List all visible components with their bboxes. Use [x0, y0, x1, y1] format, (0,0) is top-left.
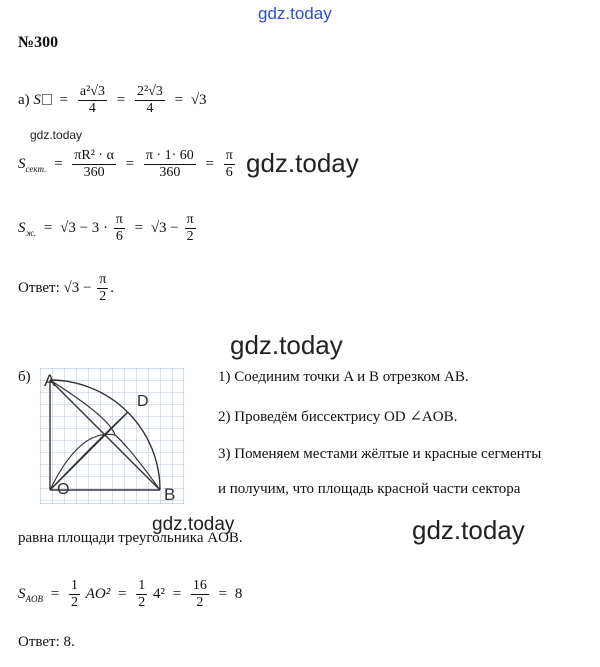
- subscript: AOB: [25, 593, 43, 604]
- denominator: 6: [225, 165, 233, 180]
- part-b-label: б): [18, 369, 31, 385]
- expression: 4²: [152, 585, 165, 602]
- equals-sign: =: [218, 585, 228, 602]
- fraction: [191, 578, 209, 611]
- denominator: 2: [196, 595, 204, 610]
- equals-sign: =: [50, 585, 60, 602]
- numerator: π: [225, 148, 233, 163]
- fraction: [72, 148, 116, 181]
- numerator: π: [115, 212, 123, 227]
- fraction: [185, 212, 196, 245]
- answer-label: Ответ:: [18, 279, 60, 296]
- equals-sign: =: [134, 219, 144, 236]
- numerator: 2²√3: [136, 84, 163, 99]
- watermark-large-2: gdz.today: [230, 330, 343, 360]
- area-symbol: S: [33, 91, 41, 108]
- area-symbol: S: [18, 585, 26, 602]
- denominator: 2: [70, 595, 78, 610]
- problem-number: №300: [18, 34, 59, 51]
- equals-sign: =: [43, 219, 53, 236]
- answer-a: [18, 272, 114, 305]
- step-3-line-2: и получим, что площадь красной части сектора: [218, 481, 521, 497]
- fraction: [69, 578, 80, 611]
- numerator: π: [99, 272, 107, 287]
- point-a-label: A: [44, 371, 56, 390]
- equals-sign: =: [59, 91, 69, 108]
- period: .: [110, 279, 115, 296]
- expression: AO²: [85, 585, 111, 602]
- formula-triangle-area: [18, 84, 207, 117]
- equals-sign: =: [117, 585, 127, 602]
- fraction: [78, 84, 107, 117]
- result: √3: [190, 91, 207, 108]
- watermark-top: gdz.today: [258, 4, 332, 23]
- answer-b: Ответ: 8.: [18, 634, 75, 650]
- numerator: πR² · α: [74, 148, 114, 163]
- denominator: 2: [99, 289, 107, 304]
- step-3-line-3: равна площади треугольника AOB.: [18, 530, 243, 546]
- numerator: 16: [192, 578, 207, 593]
- watermark-large-3: gdz.today: [412, 515, 525, 545]
- answer-expression: √3 −: [63, 279, 92, 296]
- fraction: [114, 212, 125, 245]
- formula-triangle-aob: [18, 578, 242, 611]
- result: 8: [234, 585, 243, 602]
- fraction: [97, 272, 108, 305]
- step-3-line-1: 3) Поменяем местами жёлтые и красные сегменты: [218, 446, 542, 462]
- subscript: сект.: [25, 163, 47, 174]
- denominator: 2: [186, 229, 194, 244]
- denominator: 4: [146, 101, 154, 116]
- step-2: 2) Проведём биссектрису OD ∠AOB.: [218, 409, 458, 425]
- watermark-large-1: gdz.today: [246, 148, 359, 178]
- denominator: 2: [138, 595, 146, 610]
- denominator: 360: [159, 165, 181, 180]
- equals-sign: =: [54, 155, 63, 172]
- denominator: 360: [83, 165, 105, 180]
- equals-sign: =: [205, 155, 214, 172]
- point-b-label: B: [164, 485, 176, 504]
- numerator: 1: [70, 578, 78, 593]
- equals-sign: =: [172, 585, 182, 602]
- step-1: 1) Соединим точки A и B отрезком AB.: [218, 369, 469, 385]
- denominator: 6: [115, 229, 123, 244]
- subscript: ж.: [25, 227, 37, 238]
- equals-sign: =: [116, 91, 126, 108]
- sector-drawing: [40, 368, 184, 504]
- numerator: 1: [138, 578, 146, 593]
- triangle-icon: [42, 94, 52, 105]
- numerator: π · 1· 60: [145, 148, 194, 163]
- expression: √3 −: [150, 219, 179, 236]
- formula-sector-area: [18, 148, 237, 181]
- fraction: [135, 84, 165, 117]
- expression: √3 − 3 ·: [60, 219, 109, 236]
- formula-shaded-area: [18, 212, 198, 245]
- equals-sign: =: [125, 155, 135, 172]
- point-d-label: D: [137, 393, 149, 410]
- equals-sign: =: [174, 91, 184, 108]
- geometry-figure: [40, 368, 184, 504]
- numerator: π: [186, 212, 194, 227]
- fraction: [144, 148, 196, 181]
- denominator: 4: [88, 101, 96, 116]
- fraction: [136, 578, 147, 611]
- watermark-small: gdz.today: [30, 128, 83, 142]
- part-a-label: а): [18, 91, 30, 108]
- watermark-mid: gdz.today: [152, 514, 235, 535]
- area-symbol: S: [18, 155, 26, 172]
- fraction: [224, 148, 235, 181]
- area-symbol: S: [18, 219, 26, 236]
- numerator: a²√3: [79, 84, 105, 99]
- point-o-label: O: [57, 481, 70, 498]
